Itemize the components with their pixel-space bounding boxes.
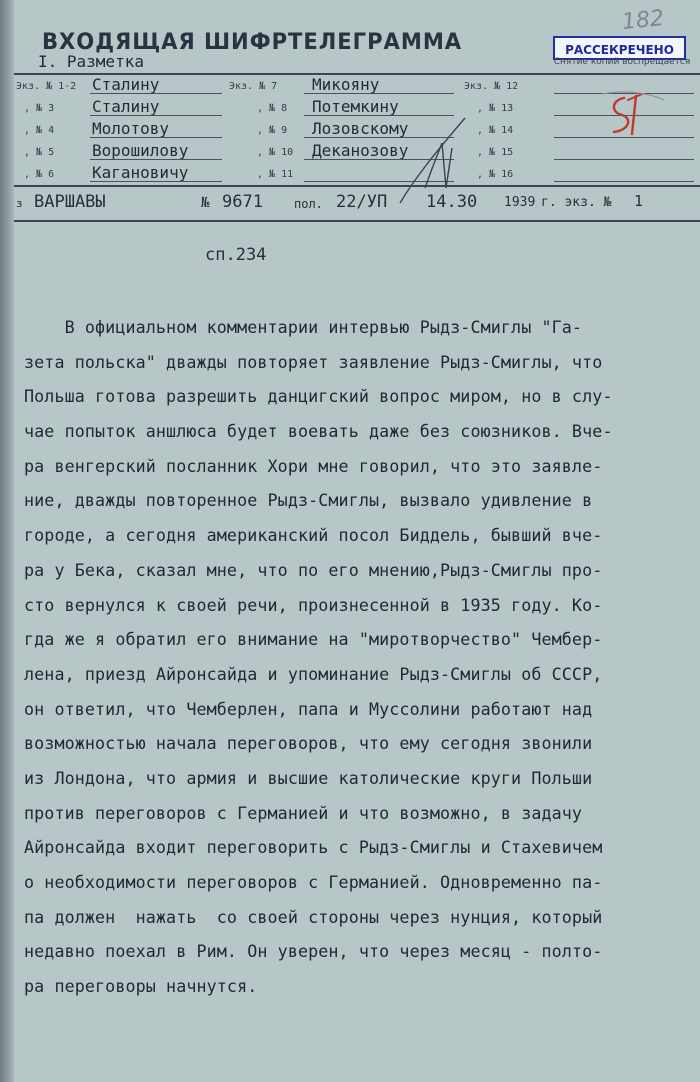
body-line: из Лондона, что армия и высшие католические круги Польши [24,767,593,788]
copy-number: , № 9 [257,125,288,136]
copy-number: , № 11 [257,169,294,180]
declassified-stamp: РАССЕКРЕЧЕНО [553,36,686,60]
received-label: пол. [294,197,323,211]
underline [90,115,222,116]
recipient-name: Лозовскому [312,119,409,138]
body-line: против переговоров с Германией и что возможно, в задачу [24,802,583,823]
document-title: ВХОДЯЩАЯ ШИФРТЕЛЕГРАММА [42,30,463,55]
recipient-name: Ворошилову [92,141,189,160]
underline [554,159,694,160]
body-line: Айронсайда входит переговорить с Рыдз-Смиглы и Стахевичем [24,837,603,858]
body-line: В официальном комментарии интервью Рыдз-Смиглы "Га- [24,317,583,337]
copy-number: , № 4 [24,125,55,136]
body-line: лена, приезд Айронсайда и упоминание Рыдз-Смиглы об СССР, [24,663,603,684]
page-number: 182 [620,5,666,36]
copy-number: , № 13 [477,103,514,114]
underline [90,159,222,160]
copy-number: Экз. № 12 [464,81,519,92]
divider-middle [14,185,700,187]
recipient-name: Сталину [92,97,160,116]
copy-number: , № 10 [257,147,294,158]
body-line: недавно поехал в Рим. Он уверен, что через месяц - полто- [24,941,603,962]
copy-number: , № 6 [24,169,55,180]
from-label: з [16,197,23,210]
recipient-name: Потемкину [312,97,399,116]
origin-line [14,188,700,216]
body-line: возможностью начала переговоров, что ему сегодня звонили [24,733,593,754]
body-line: зета польска" дважды повторяет заявление Рыдз-Смиглы, что [24,351,603,372]
recipient-name: Кагановичу [92,163,189,182]
copy-number: , № 16 [477,169,514,180]
body-line: о необходимости переговоров с Германией. Одновременно па- [24,872,603,892]
received-date: 22/УП [336,192,388,212]
copy-number: , № 5 [24,147,55,158]
sp-number: сп.234 [205,245,267,265]
copy-number: Экз. № 7 [229,81,278,92]
body-line: чае попыток аншлюса будет воевать даже без союзников. Вче- [24,421,613,442]
page-binding-edge [0,0,14,1082]
copy-number: , № 14 [477,125,514,136]
body-line: сто вернулся к своей речи, произнесенной в 1935 году. Ко- [24,594,603,615]
copy-number: Экз. № 1-2 [16,81,77,92]
recipient-name: Сталину [92,75,160,94]
origin-city: ВАРШАВЫ [34,192,106,212]
copy-number: , № 15 [477,147,514,158]
underline [90,181,222,182]
stamp-note: Снятие копий воспрещается [553,57,691,67]
divider-bottom [14,220,700,222]
copy-number: , № 8 [257,103,288,114]
body-line: ние, дважды повторенное Рыдз-Смиглы, вызвало удивление в [24,490,593,511]
razmetka-label: I. Разметка [38,52,144,71]
body-line: ра переговоры начнутся. [24,976,258,997]
body-line: гда же я обратил его внимание на "миротворчество" Чембер- [24,629,603,650]
body-line: Польша готова разрешить данцигский вопрос миром, но в слу- [24,386,613,407]
telegram-body [24,310,688,1004]
underline [304,93,454,94]
year: 1939 [504,195,536,210]
distribution-row [14,141,700,163]
recipient-name: Деканозову [312,141,409,160]
distribution-row [14,119,700,141]
copy-number-value: 1 [634,192,644,210]
distribution-row [14,163,700,185]
underline [90,137,222,138]
copy-number: , № 3 [24,103,55,114]
copy-label: г. экз. № [541,195,612,210]
body-line: ра венгерский посланник Хори мне говорил, что это заявле- [24,455,603,476]
distribution-row [14,97,700,119]
telegram-number: 9671 [222,192,263,212]
distribution-row [14,75,700,97]
body-line: па должен нажать со своей стороны через нунция, который [24,906,603,927]
red-pencil-mark [602,88,682,148]
body-line: он ответил, что Чемберлен, папа и Муссолини работают над [24,698,593,719]
body-line: ра у Бека, сказал мне, что по его мнению,Рыдз-Смиглы про- [24,559,603,580]
underline [554,181,694,182]
handwritten-signature-mark [380,108,490,218]
received-time: 14.30 [426,192,478,212]
recipient-name: Молотову [92,119,170,138]
underline [90,93,222,94]
distribution-table [14,75,700,185]
number-label: № [201,195,210,211]
body-line: городе, а сегодня американский посол Биддель, бывший вче- [24,525,603,546]
recipient-name: Микояну [312,75,380,94]
